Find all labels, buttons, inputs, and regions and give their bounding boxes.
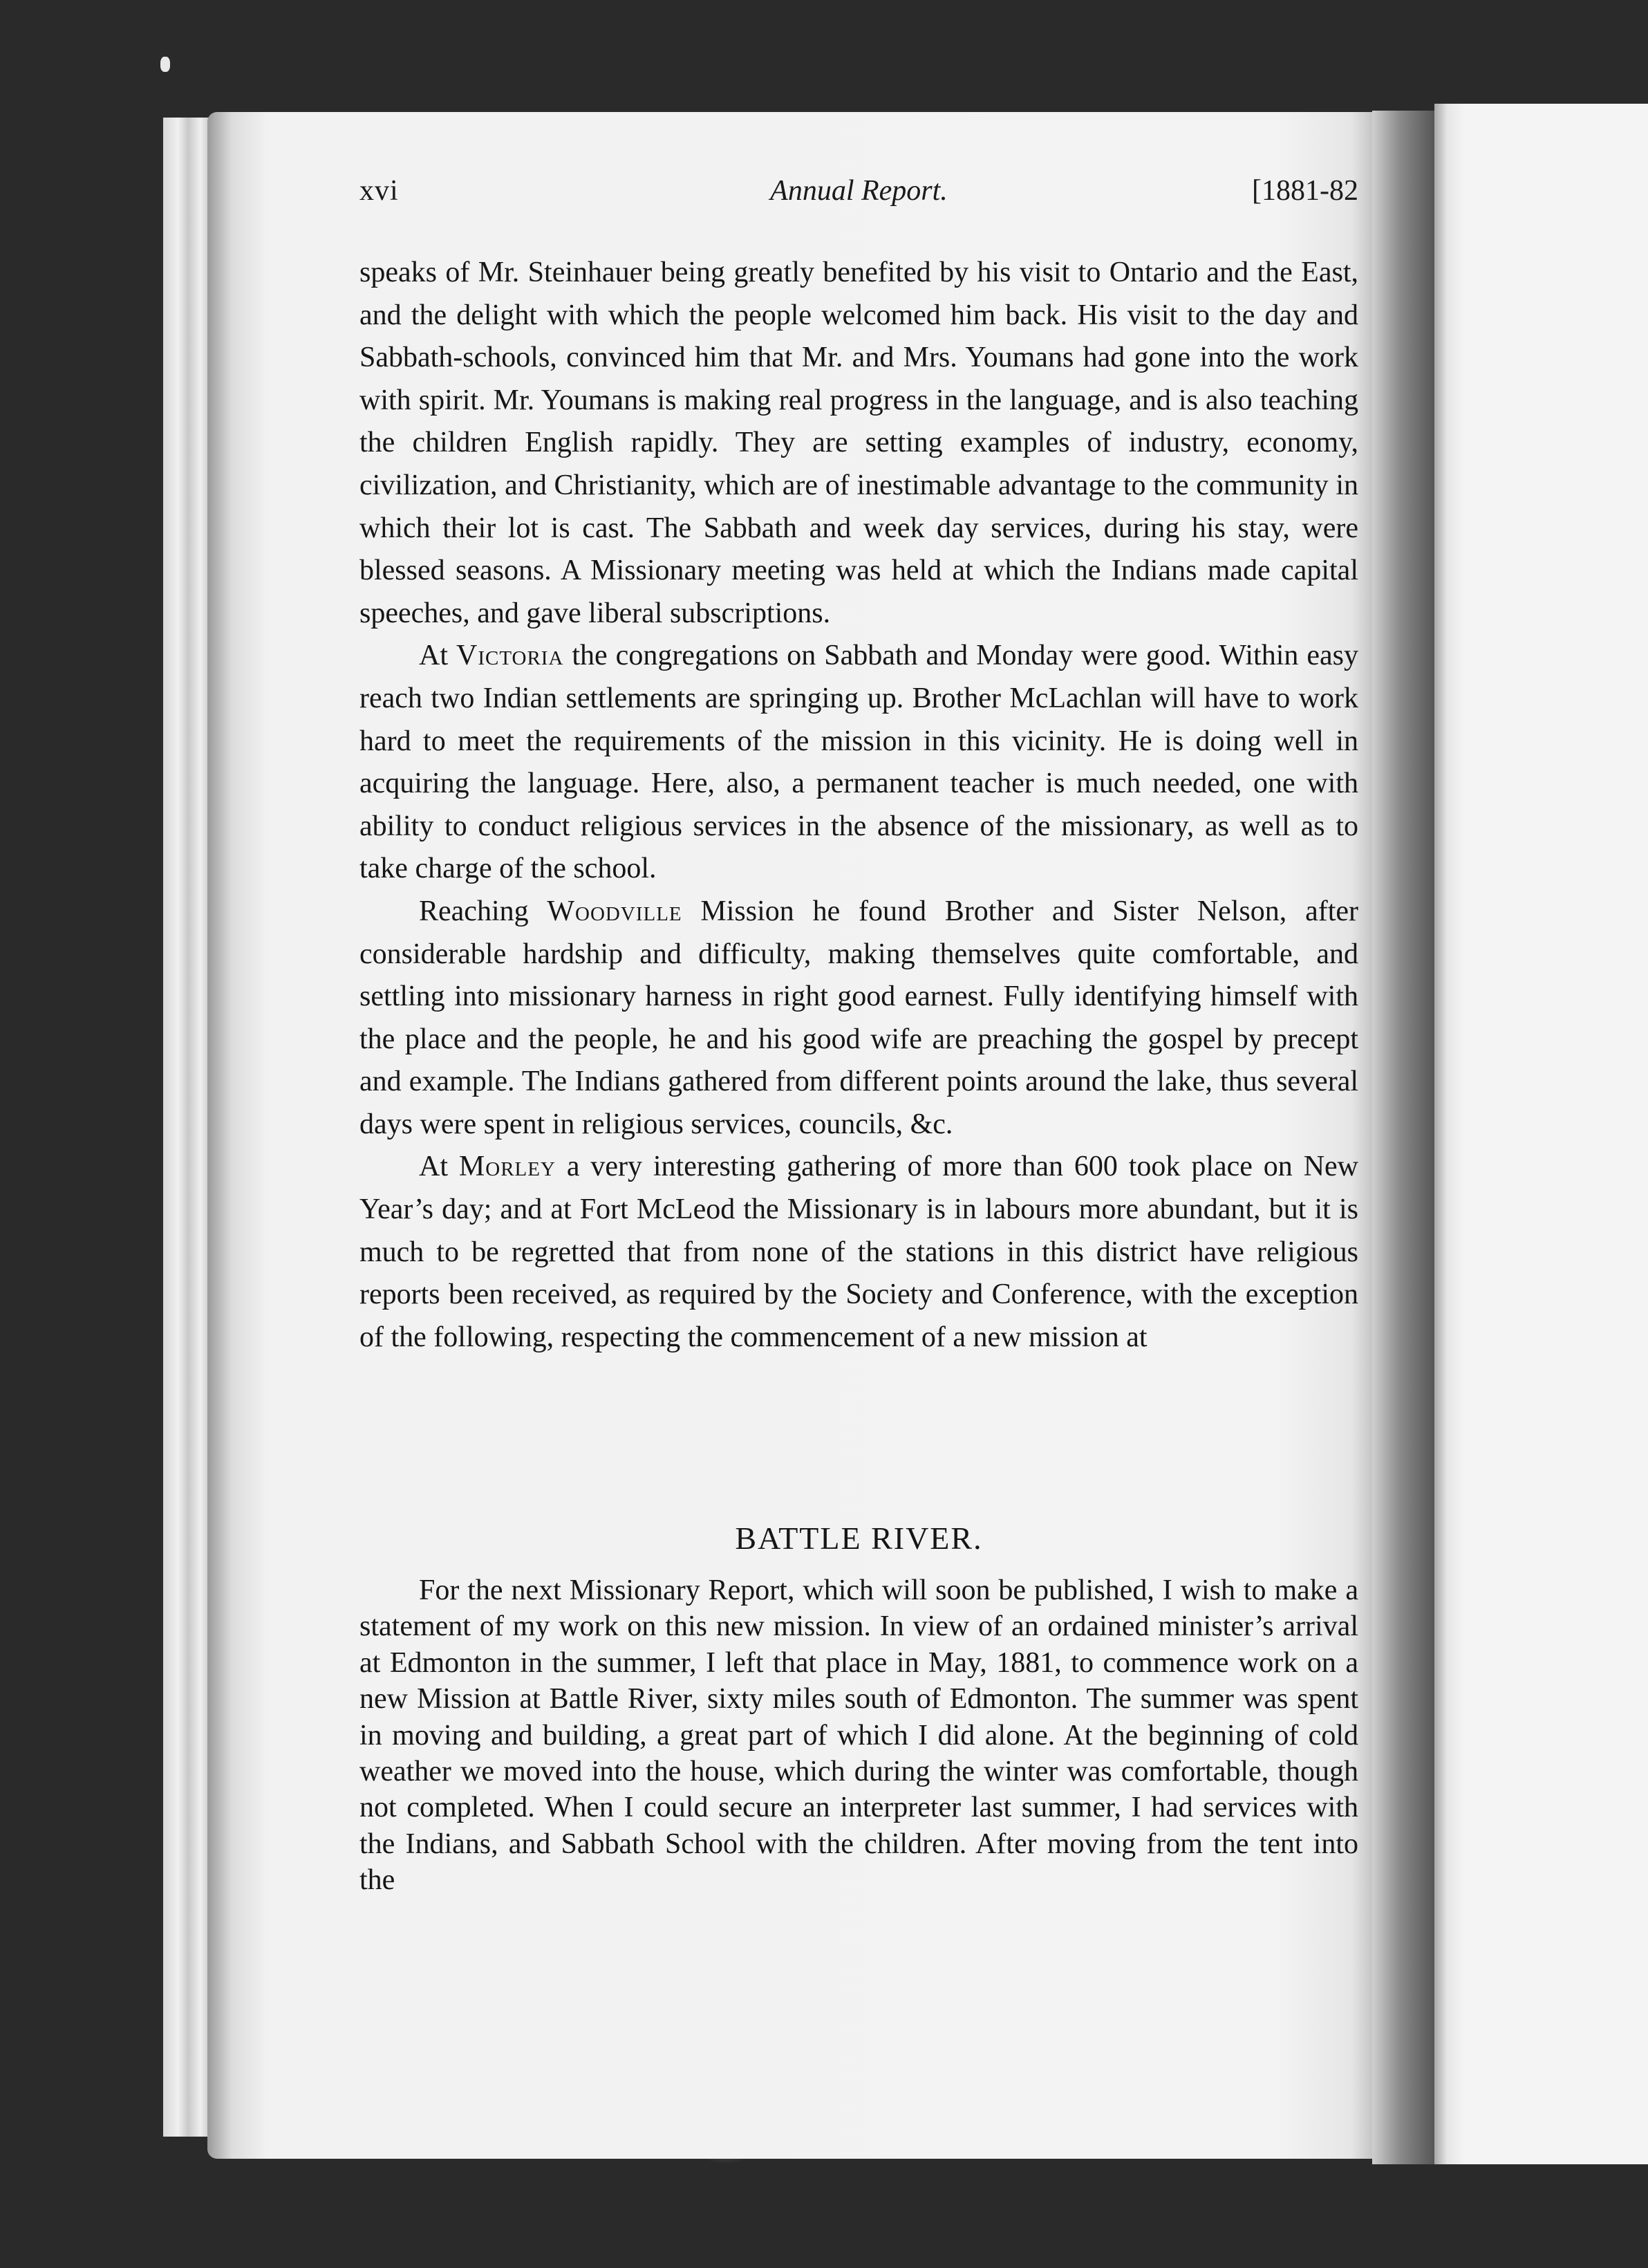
header-years: [1881-82: [1252, 175, 1358, 207]
place-name-morley: Morley: [458, 1151, 556, 1183]
page-number: xvi: [359, 175, 399, 207]
paragraph-woodville: Reaching Woodville Mission he found Brother and Sister Nelson, after considerable hardship and difficulty, making themselves quite comfortable, and settling into missionary harness in right good earnest. Fully identifying himself with the place and the people, he and his good wife are preaching the gospel by precept and example. The Indians gathered from different points around the lake, thus several days were spent in religious services, councils, &c.: [359, 895, 1358, 1140]
book-gutter: [1372, 111, 1434, 2164]
dust-speck: [160, 57, 170, 72]
place-name-victoria: Victoria: [456, 640, 564, 672]
paragraph-battle-river: For the next Missionary Report, which will soon be published, I wish to make a statement of my work on this new mission. In view of an ordained minister’s arrival at Edmonton in the summer, I left that place in May, 1881, to commence work on a new Mission at Battle River, sixty miles south of Edmonton. The summer was spent in moving and building, a great part of which I did alone. At the beginning of cold weather we moved into the house, which during the winter was comfortable, though not completed. When I could secure an interpreter last summer, I had services with the Indians, and Sabbath School with the children. After moving from the tent into the: [359, 1574, 1358, 1897]
page-header: [359, 174, 1358, 216]
paragraph-morley: At Morley a very interesting gathering of more than 600 took place on New Year’s day; and at Fort McLeod the Missionary is in labours more abundant, but it is much to be regretted that from none of the stations in this district have religious reports been received, as required by the Society and Conference, with the exception of the following, respecting the commencement of a new mission at: [359, 1151, 1359, 1353]
right-page: [1434, 104, 1648, 2164]
report-body: [359, 252, 1358, 1359]
section-heading: BATTLE RIVER.: [735, 1521, 983, 1556]
place-name-woodville: Woodville: [547, 895, 682, 927]
running-title: Annual Report.: [770, 175, 948, 207]
battle-river-body: [359, 1572, 1358, 1899]
paragraph-victoria: At Victoria the congregations on Sabbath and Monday were good. Within easy reach two Indian settlements are springing up. Brother McLachlan will have to work hard to meet the requirements of the mission in this vicinity. He is doing well in acquiring the language. Here, also, a permanent teacher is much needed, one with ability to conduct religious services in the absence of the missionary, as well as to take charge of the school.: [359, 640, 1359, 885]
paragraph-steinhauer: speaks of Mr. Steinhauer being greatly benefited by his visit to Ontario and the East, and the delight with which the people welcomed him back. His visit to the day and Sabbath-schools, convinced him that Mr. and Mrs. Youmans had gone into the work with spirit. Mr. Youmans is making real progress in the language, and is also teaching the children English rapidly. They are setting examples of industry, economy, civilization, and Christianity, which are of inestimable advantage to the community in which their lot is cast. The Sabbath and week day services, during his stay, were blessed seasons. A Missionary meeting was held at which the Indians made capital speeches, and gave liberal subscriptions.: [359, 257, 1358, 629]
